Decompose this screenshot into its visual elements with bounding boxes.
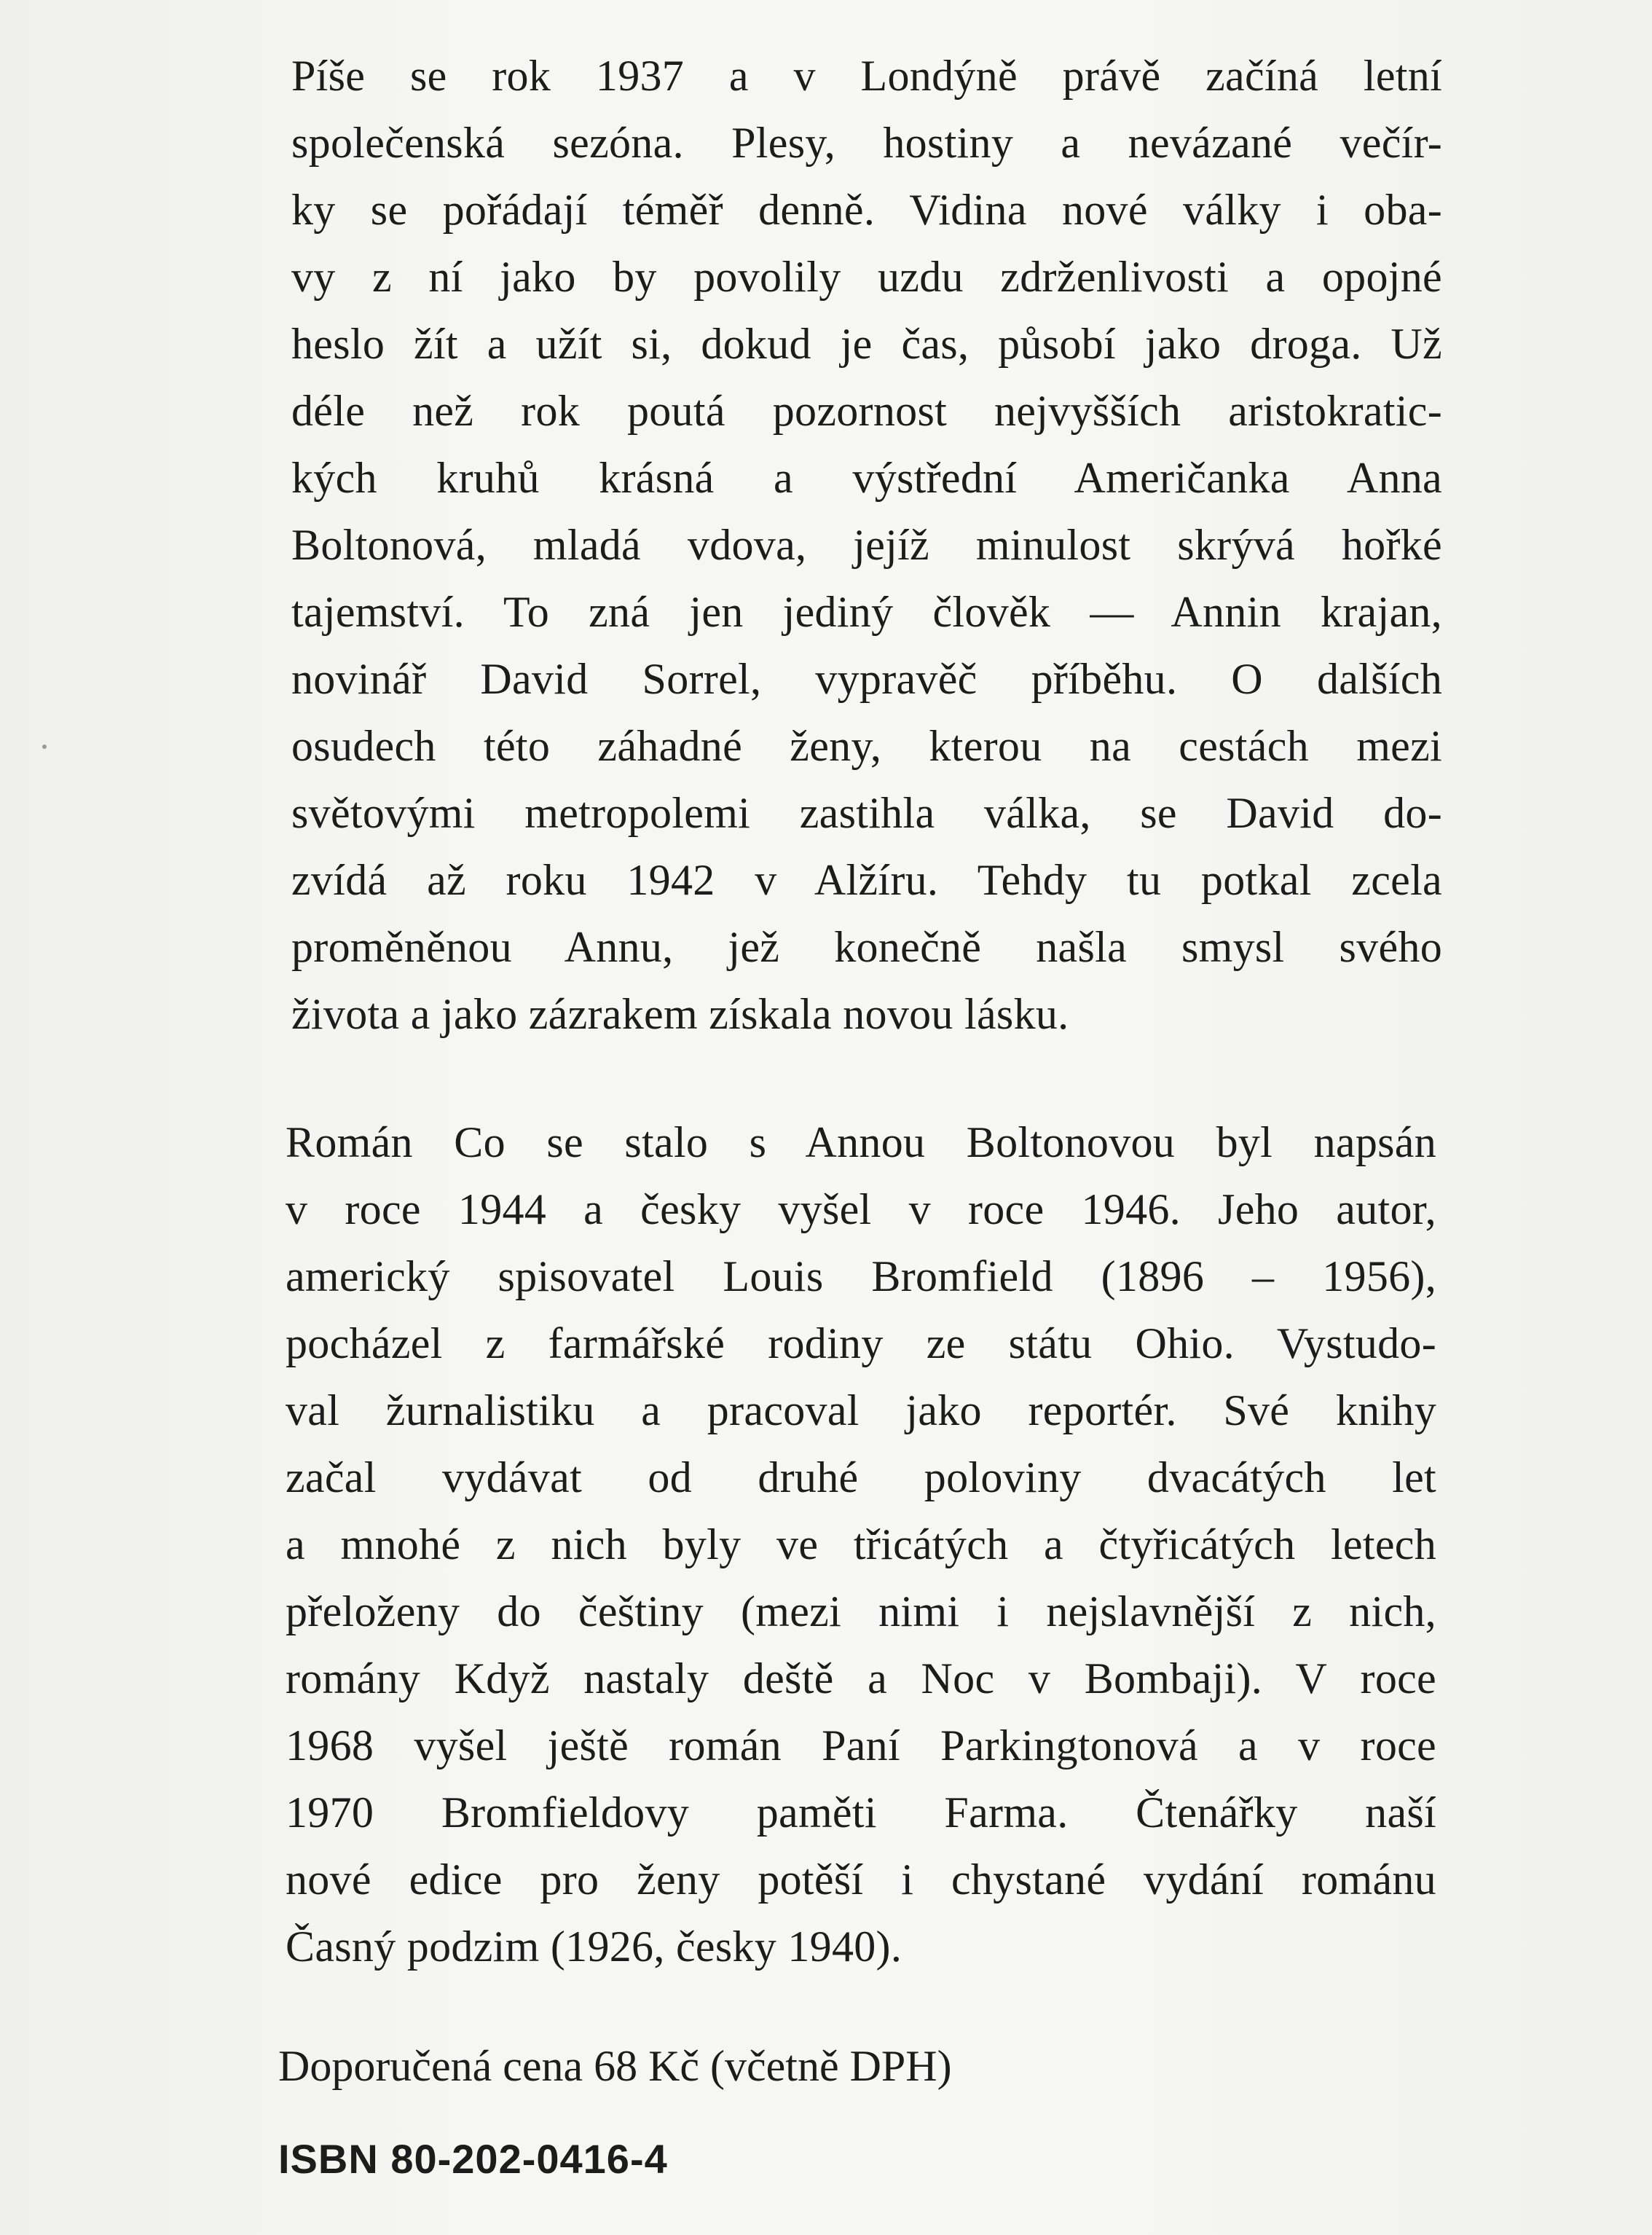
isbn-number: ISBN 80-202-0416-4 — [278, 2136, 668, 2182]
synopsis-line: života a jako zázrakem získala novou lásku. — [291, 990, 1069, 1038]
author-line: přeloženy do češtiny (mezi nimi i nejslavnější z nich, — [286, 1587, 1436, 1635]
author-line: v roce 1944 a česky vyšel v roce 1946. Jeho autor, — [286, 1185, 1436, 1233]
synopsis-line: proměněnou Annu, jež konečně našla smysl svého — [291, 923, 1442, 971]
recommended-price: Doporučená cena 68 Kč (včetně DPH) — [278, 2042, 952, 2090]
synopsis-line: Boltonová, mladá vdova, jejíž minulost skrývá hořké — [291, 521, 1442, 569]
synopsis-line: zvídá až roku 1942 v Alžíru. Tehdy tu potkal zcela — [291, 856, 1442, 904]
author-line: Román Co se stalo s Annou Boltonovou byl napsán — [286, 1118, 1436, 1166]
author-line: 1968 vyšel ještě román Paní Parkingtonová a v roce — [286, 1721, 1436, 1769]
author-line: nové edice pro ženy potěší i chystané vydání románu — [286, 1855, 1436, 1904]
author-line: a mnohé z nich byly ve třicátých a čtyřicátých letech — [286, 1520, 1436, 1568]
author-line: začal vydávat od druhé poloviny dvacátých let — [286, 1453, 1436, 1501]
synopsis-line: osudech této záhadné ženy, kterou na cestách mezi — [291, 722, 1442, 770]
synopsis-paragraph — [291, 42, 1442, 1048]
author-line: americký spisovatel Louis Bromfield (1896 – 1956), — [286, 1252, 1436, 1300]
synopsis-line: tajemství. To zná jen jediný člověk — Annin krajan, — [291, 588, 1442, 636]
author-line: 1970 Bromfieldovy paměti Farma. Čtenářky naší — [286, 1788, 1436, 1837]
author-line: romány Když nastaly deště a Noc v Bombaji). V roce — [286, 1654, 1436, 1702]
synopsis-line: déle než rok poutá pozornost nejvyšších aristokratic- — [291, 387, 1442, 435]
author-line: Časný podzim (1926, česky 1940). — [286, 1922, 902, 1971]
synopsis-line: světovými metropolemi zastihla válka, se David do- — [291, 789, 1442, 837]
author-paragraph — [286, 1109, 1436, 1980]
paper-speck — [42, 745, 47, 749]
synopsis-line: kých kruhů krásná a výstřední Američanka Anna — [291, 454, 1442, 502]
synopsis-line: společenská sezóna. Plesy, hostiny a nevázané večír- — [291, 119, 1442, 167]
synopsis-line: vy z ní jako by povolily uzdu zdrženlivosti a opojné — [291, 253, 1442, 301]
author-line: val žurnalistiku a pracoval jako reportér. Své knihy — [286, 1386, 1436, 1434]
synopsis-line: Píše se rok 1937 a v Londýně právě začíná letní — [291, 52, 1442, 100]
synopsis-line: ky se pořádají téměř denně. Vidina nové války i oba- — [291, 186, 1442, 234]
synopsis-line: heslo žít a užít si, dokud je čas, působí jako droga. Už — [291, 320, 1442, 368]
synopsis-line: novinář David Sorrel, vypravěč příběhu. O dalších — [291, 655, 1442, 703]
author-line: pocházel z farmářské rodiny ze státu Ohio. Vystudo- — [286, 1319, 1436, 1367]
